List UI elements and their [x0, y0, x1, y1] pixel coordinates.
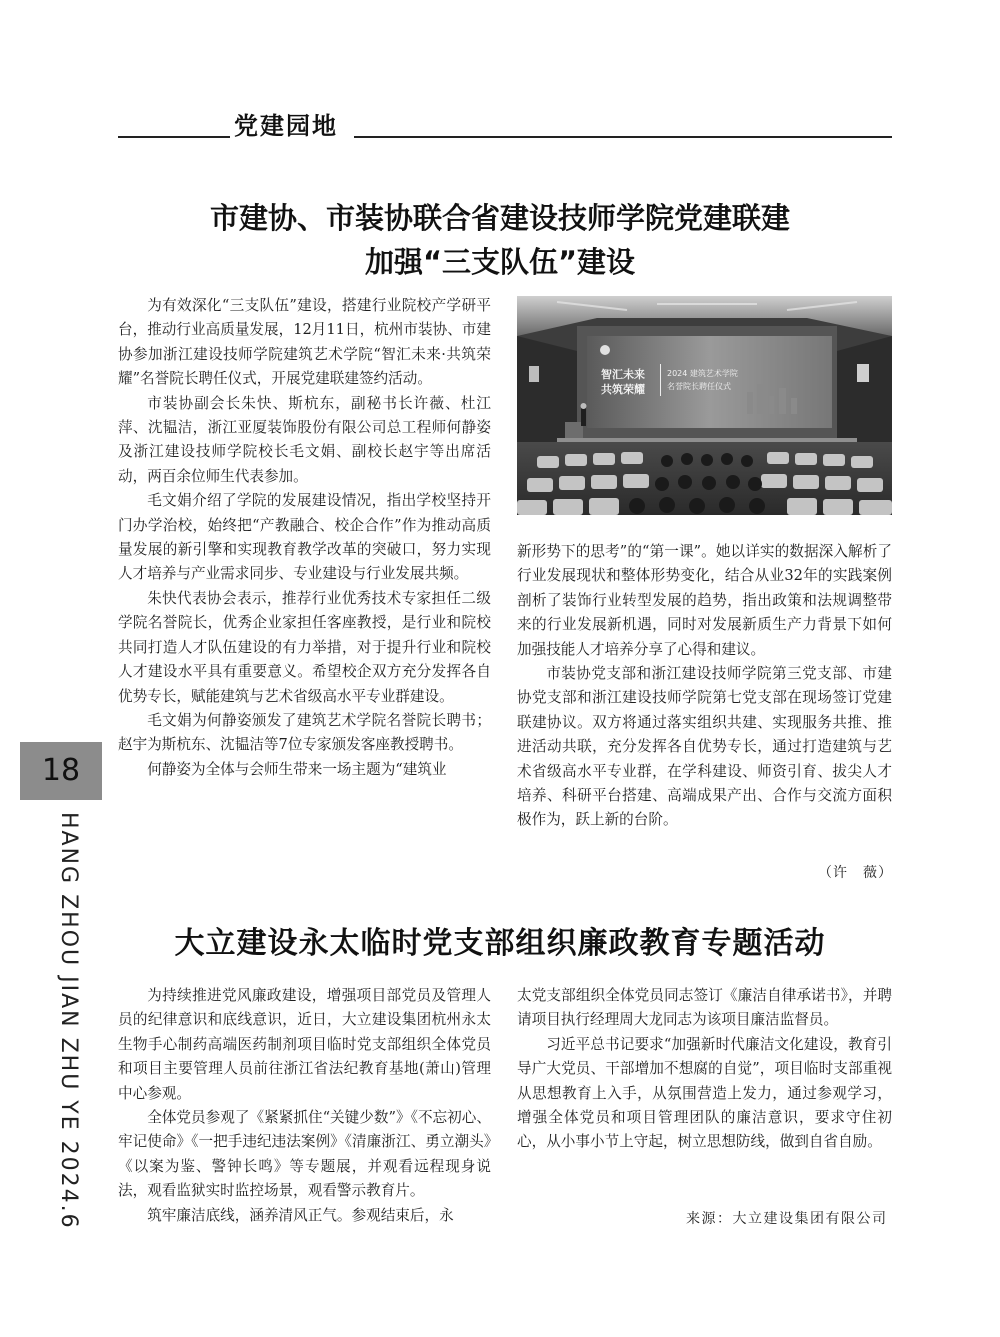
- article1-paragraph: 市装协党支部和浙江建设技师学院第三党支部、市建协党支部和浙江建设技师学院第七党支部在现场签订党建联建协议。双方将通过落实组织共建、实现服务共推、推进活动共联，充分发挥各自优势专长，通过打造建筑与艺术省级高水平专业群，在学科建设、师资引育、拔尖人才培养、科研平台搭建、高端成果产出、合作与交流方面积极作为，跃上新的台阶。: [517, 665, 892, 829]
- article1-paragraph: 市装协副会长朱快、斯杭东，副秘书长许薇、杜江萍、沈韫洁，浙江亚厦装饰股份有限公司总工程师何静姿及浙江建设技师学院校长毛文娟、副校长赵宇等出席活动，两百余位师生代表参加。: [118, 394, 491, 485]
- magazine-name-vertical: HANG ZHOU JIAN ZHU YE 2024.6: [56, 812, 81, 1230]
- page-number-tab: 18: [20, 742, 102, 800]
- article1-title-line1: 市建协、市装协联合省建设技师学院党建联建: [209, 201, 790, 235]
- event-photo: [517, 296, 892, 515]
- screen-text-left2: 共筑荣耀: [601, 383, 645, 396]
- article1-paragraph: 毛文娟为何静姿颁发了建筑艺术学院名誉院长聘书；赵宇为斯杭东、沈韫洁等7位专家颁发客座教授聘书。: [118, 711, 491, 754]
- article2-paragraph-continued: 太党支部组织全体党员同志签订《廉洁自律承诺书》，并聘请项目执行经理周大龙同志为该项目廉洁监督员。: [517, 987, 892, 1029]
- article2-source: 来源：大立建设集团有限公司: [686, 1211, 888, 1227]
- section-title: 党建园地: [234, 112, 338, 140]
- article2-paragraph: 筑牢廉洁底线，涵养清风正气。参观结束后，永: [147, 1206, 454, 1224]
- article2-paragraph: 习近平总书记要求“加强新时代廉洁文化建设，教育引导广大党员、干部增加不想腐的自觉”，项目临时支部重视从思想教育上入手，从氛围营造上发力，通过参观学习，增强全体党员和项目管理团队的廉洁意识，要求守住初心，从小事小节上守起，树立思想防线，做到自省自励。: [517, 1035, 892, 1151]
- article1-paragraph: 毛文娟介绍了学院的发展建设情况，指出学校坚持开门办学治校，始终把“产教融合、校企合作”作为推动高质量发展的新引擎和实现教育教学改革的突破口，努力实现人才培养与产业需求同步、专业建设与行业发展共频。: [118, 492, 491, 583]
- article1-paragraph-continued: 新形势下的思考”的“第一课”。她以详实的数据深入解析了行业发展现状和整体形势变化，结合从业32年的实践案例剖析了装饰行业转型发展的趋势，指出政策和法规调整带来的行业发展新机遇，同时对发展新质生产力背景下如何加强技能人才培养分享了心得和建议。: [517, 543, 892, 658]
- article2-column-right: [517, 984, 892, 1204]
- article1-paragraph: 朱快代表协会表示，推荐行业优秀技术专家担任二级学院名誉院长，优秀企业家担任客座教授，是行业和院校共同打造人才队伍建设的有力举措，对于提升行业和院校人才建设水平具有重要意义。希望校企双方充分发挥各自优势专长，赋能建筑与艺术省级高水平专业群建设。: [118, 589, 491, 705]
- article2-paragraph: 为持续推进党风廉政建设，增强项目部党员及管理人员的纪律意识和底线意识，近日，大立建设集团杭州永太生物手心制药高端医药制剂项目临时党支部组织全体党员和项目主要管理人员前往浙江省法纪教育基地(萧山)管理中心参观。: [118, 987, 491, 1102]
- screen-text-left: 智汇未来: [601, 368, 645, 381]
- article1-title-line2: 加强“三支队伍”建设: [364, 245, 636, 279]
- article2-column-left: [118, 984, 491, 1234]
- article1-paragraph: 为有效深化“三支队伍”建设，搭建行业院校产学研平台，推动行业高质量发展，12月11日，杭州市装协、市建协参加浙江建设技师学院建筑艺术学院“智汇未来·共筑荣耀”名誉院长聘任仪式，开展党建联建签约活动。: [118, 297, 491, 388]
- article1-byline: （许 薇）: [818, 865, 893, 881]
- section-rule-right: [354, 136, 892, 138]
- article1-paragraph: 何静姿为全体与会师生带来一场主题为“建筑业: [147, 760, 447, 778]
- article2-paragraph: 全体党员参观了《紧紧抓住“关键少数”》《不忘初心、牢记使命》《一把手违纪违法案例》《清廉浙江、勇立潮头》《以案为鉴、警钟长鸣》等专题展，并观看远程现身说法，观看监狱实时监控场景，观看警示教育片。: [118, 1109, 491, 1200]
- article1-column-left: [118, 294, 491, 888]
- article1-column-right: [517, 540, 892, 858]
- article2-title: 大立建设永太临时党支部组织廉政教育专题活动: [174, 926, 826, 961]
- section-rule-left: [118, 136, 230, 138]
- screen-text-right: 2024 建筑艺术学院: [667, 369, 738, 378]
- screen-text-right2: 名誉院长聘任仪式: [667, 382, 731, 391]
- auditorium-illustration: [517, 296, 892, 515]
